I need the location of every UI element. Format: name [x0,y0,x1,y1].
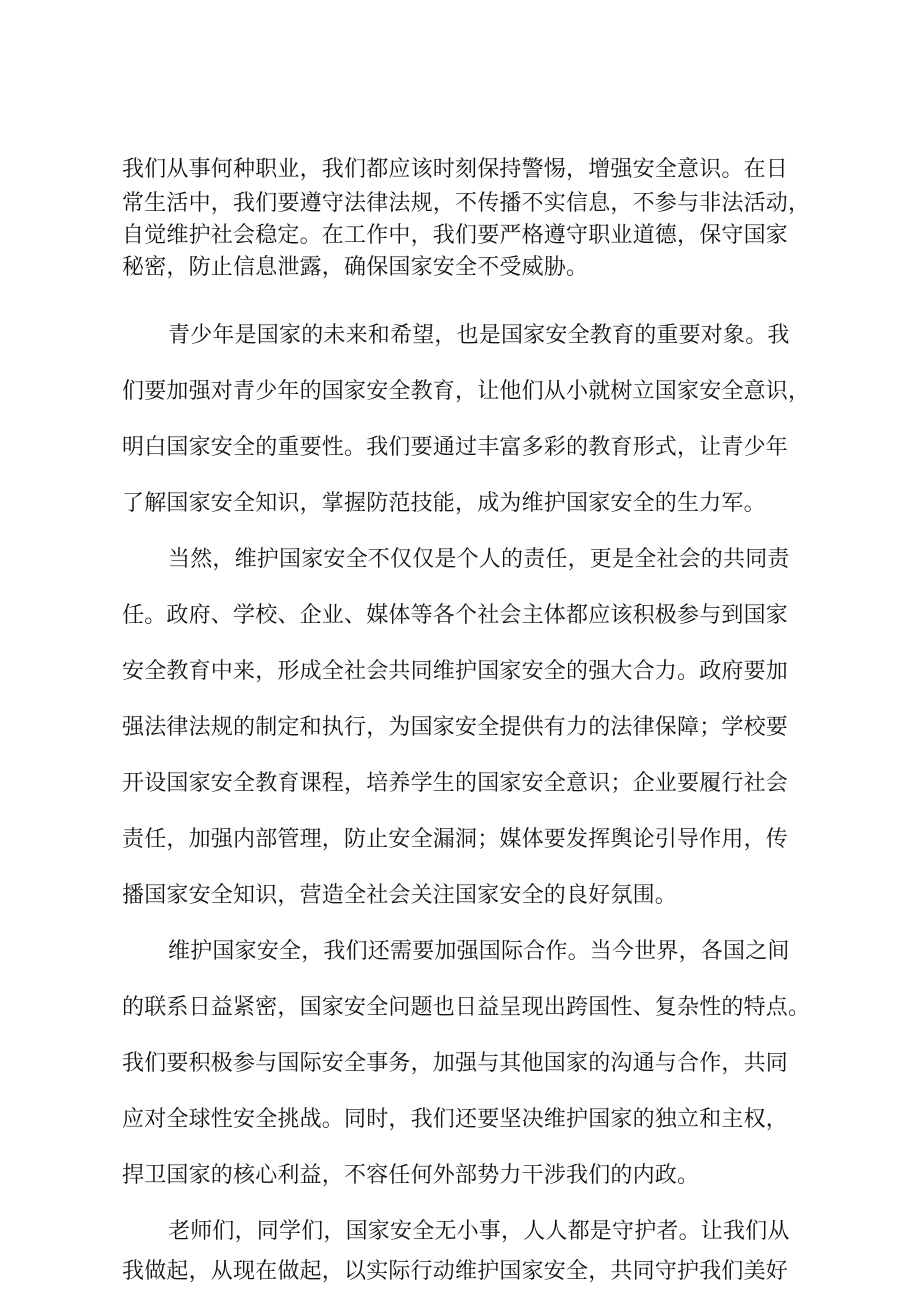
text-line: 任。政府、学校、企业、媒体等各个社会主体都应该积极参与到国家 [122,603,789,628]
text-line: 捍卫国家的核心利益，不容任何外部势力干涉我们的内政。 [122,1163,700,1188]
text-line: 了解国家安全知识，掌握防范技能，成为维护国家安全的生力军。 [122,491,766,516]
text-line: 当然，维护国家安全不仅仅是个人的责任，更是全社会的共同责 [168,547,790,572]
text-line: 我们要积极参与国际安全事务，加强与其他国家的沟通与合作，共同 [122,1051,789,1076]
text-line: 维护国家安全，我们还需要加强国际合作。当今世界，各国之间 [168,939,790,964]
text-line: 我做起，从现在做起，以实际行动维护国家安全，共同守护我们美好 [122,1259,789,1284]
text-line: 责任，加强内部管理，防止安全漏洞；媒体要发挥舆论引导作用，传 [122,827,789,852]
text-line: 明白国家安全的重要性。我们要通过丰富多彩的教育形式，让青少年 [122,435,789,460]
text-line: 秘密，防止信息泄露，确保国家安全不受威胁。 [122,255,589,280]
text-line: 播国家安全知识，营造全社会关注国家安全的良好氛围。 [122,883,678,908]
text-line: 应对全球性安全挑战。同时，我们还要坚决维护国家的独立和主权， [122,1107,789,1132]
text-line: 老师们，同学们，国家安全无小事，人人都是守护者。让我们从 [168,1219,790,1244]
text-line: 我们从事何种职业，我们都应该时刻保持警惕，增强安全意识。在日 [122,157,789,182]
text-line: 安全教育中来，形成全社会共同维护国家安全的强大合力。政府要加 [122,659,789,684]
text-line: 青少年是国家的未来和希望，也是国家安全教育的重要对象。我 [168,323,790,348]
text-line: 的联系日益紧密，国家安全问题也日益呈现出跨国性、复杂性的特点。 [122,995,811,1020]
text-line: 强法律法规的制定和执行，为国家安全提供有力的法律保障；学校要 [122,715,789,740]
text-line: 开设国家安全教育课程，培养学生的国家安全意识；企业要履行社会 [122,771,789,796]
text-line: 常生活中，我们要遵守法律法规，不传播不实信息，不参与非法活动， [122,191,811,216]
text-line: 们要加强对青少年的国家安全教育，让他们从小就树立国家安全意识， [122,379,811,404]
text-line: 自觉维护社会稳定。在工作中，我们要严格遵守职业道德，保守国家 [122,223,789,248]
